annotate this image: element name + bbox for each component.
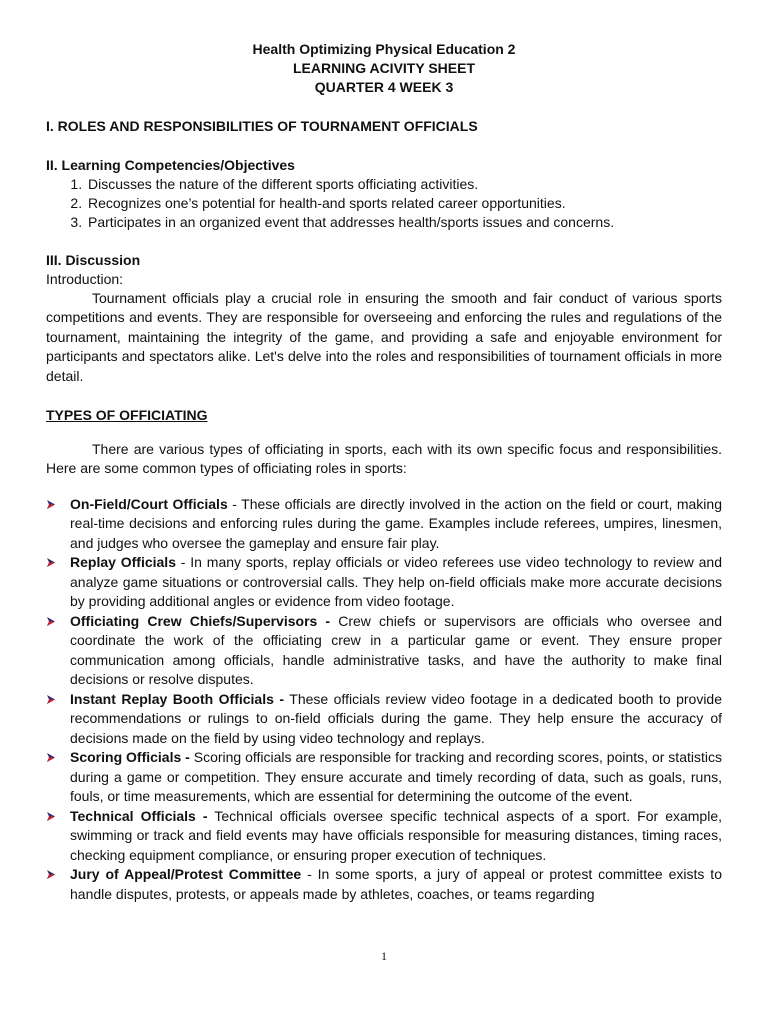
item-text: Scoring officials are responsible for tracking and recording scores, points, or statistics during a game or competition. They ensure accurate and timely recording of data, such as goals, runs, fouls, or time measurements, which are essential for determining the outcome of the event.: [70, 749, 722, 805]
item-term: Officiating Crew Chiefs/Supervisors -: [70, 612, 331, 629]
arrow-bullet-icon: [46, 811, 58, 822]
item-term: Jury of Appeal/Protest Committee: [70, 866, 302, 883]
objective-item: 3. Participates in an organized event that addresses health/sports issues and concerns.: [86, 213, 722, 232]
arrow-bullet-icon: [46, 557, 58, 568]
types-lead-paragraph: There are various types of officiating in sports, each with its own specific focus and responsibilities. Here are some common types of officiating roles in sports:: [46, 441, 722, 477]
item-text: These officials are directly involved in the action on the field or court, making real-time decisions and enforcing rules during the game. Examples include referees, umpires, linesmen, and judges who oversee the gameplay and ensure fair play.: [70, 495, 722, 551]
arrow-bullet-icon: [46, 499, 58, 510]
item-term: Technical Officials -: [70, 807, 208, 824]
page-number: 1: [381, 949, 387, 963]
arrow-bullet-icon: [46, 694, 58, 705]
arrow-bullet-icon: [46, 869, 58, 880]
item-term: Instant Replay Booth Officials -: [70, 690, 285, 707]
document-page: [46, 40, 722, 904]
intro-paragraph: Tournament officials play a crucial role in ensuring the smooth and fair conduct of various sports competitions and events. They are responsible for overseeing and enforcing the rules and regulations of the tournament, maintaining the integrity of the game, and providing a safe and enjoyable environment for participants and spectators alike. Let's delve into the roles and responsibilities of tournament officials in more detail.: [46, 290, 722, 384]
arrow-bullet-icon: [46, 616, 58, 627]
document-header: [46, 40, 722, 97]
list-item: [46, 553, 722, 612]
list-item: [46, 690, 722, 749]
header-quarter-week: QUARTER 4 WEEK 3: [314, 79, 454, 95]
item-separator: -: [227, 495, 242, 512]
item-text: Crew chiefs or supervisors are officials who oversee and coordinate the work of the officiating crew in a particular game or event. They ensure proper communication among officials, handle administrative tasks, and have the authority to make final decisions or resolve disputes.: [70, 612, 722, 688]
types-heading: TYPES OF OFFICIATING: [46, 407, 208, 424]
section-2-title: II. Learning Competencies/Objectives: [46, 157, 295, 173]
item-term: Replay Officials: [70, 554, 176, 571]
list-item: [46, 865, 722, 904]
item-term: On-Field/Court Officials: [70, 495, 228, 512]
list-item: [46, 748, 722, 807]
header-sheet-title: LEARNING ACIVITY SHEET: [292, 60, 476, 76]
intro-label: Introduction:: [46, 271, 124, 287]
section-1-title: I. ROLES AND RESPONSIBILITIES OF TOURNAMENT OFFICIALS: [46, 118, 478, 134]
officiating-types-list: [46, 495, 722, 905]
item-term: Scoring Officials -: [70, 749, 190, 766]
objective-item: 1. Discusses the nature of the different sports officiating activities.: [86, 175, 722, 194]
list-item: [46, 495, 722, 554]
item-text: Technical officials oversee specific technical aspects of a sport. For example, swimming or track and field events may have officials responsible for measuring distances, timing races, checking equipment compliance, or ensuring proper execution of techniques.: [70, 807, 722, 863]
objective-item: 2. Recognizes one’s potential for health-and sports related career opportunities.: [86, 194, 722, 213]
item-separator: -: [301, 866, 318, 883]
item-text: In many sports, replay officials or video referees use video technology to review and analyze game situations or controversial calls. They help on-field officials make more accurate decisions by providing additional angles or evidence from video footage.: [70, 554, 722, 610]
item-text: These officials review video footage in a dedicated booth to provide recommendations or rulings to on-field officials during the game. They help ensure the accuracy of decisions made on the field by using video technology and replays.: [70, 690, 722, 746]
objectives-list: [46, 175, 722, 232]
item-separator: [330, 613, 338, 629]
section-3-title: III. Discussion: [46, 252, 141, 268]
list-item: [46, 807, 722, 866]
arrow-bullet-icon: [46, 752, 58, 763]
item-text: In some sports, a jury of appeal or protest committee exists to handle disputes, protests, or appeals made by athletes, coaches, or teams regarding: [70, 866, 722, 902]
item-separator: -: [175, 554, 191, 571]
header-course-title: Health Optimizing Physical Education 2: [252, 41, 516, 57]
list-item: [46, 612, 722, 690]
